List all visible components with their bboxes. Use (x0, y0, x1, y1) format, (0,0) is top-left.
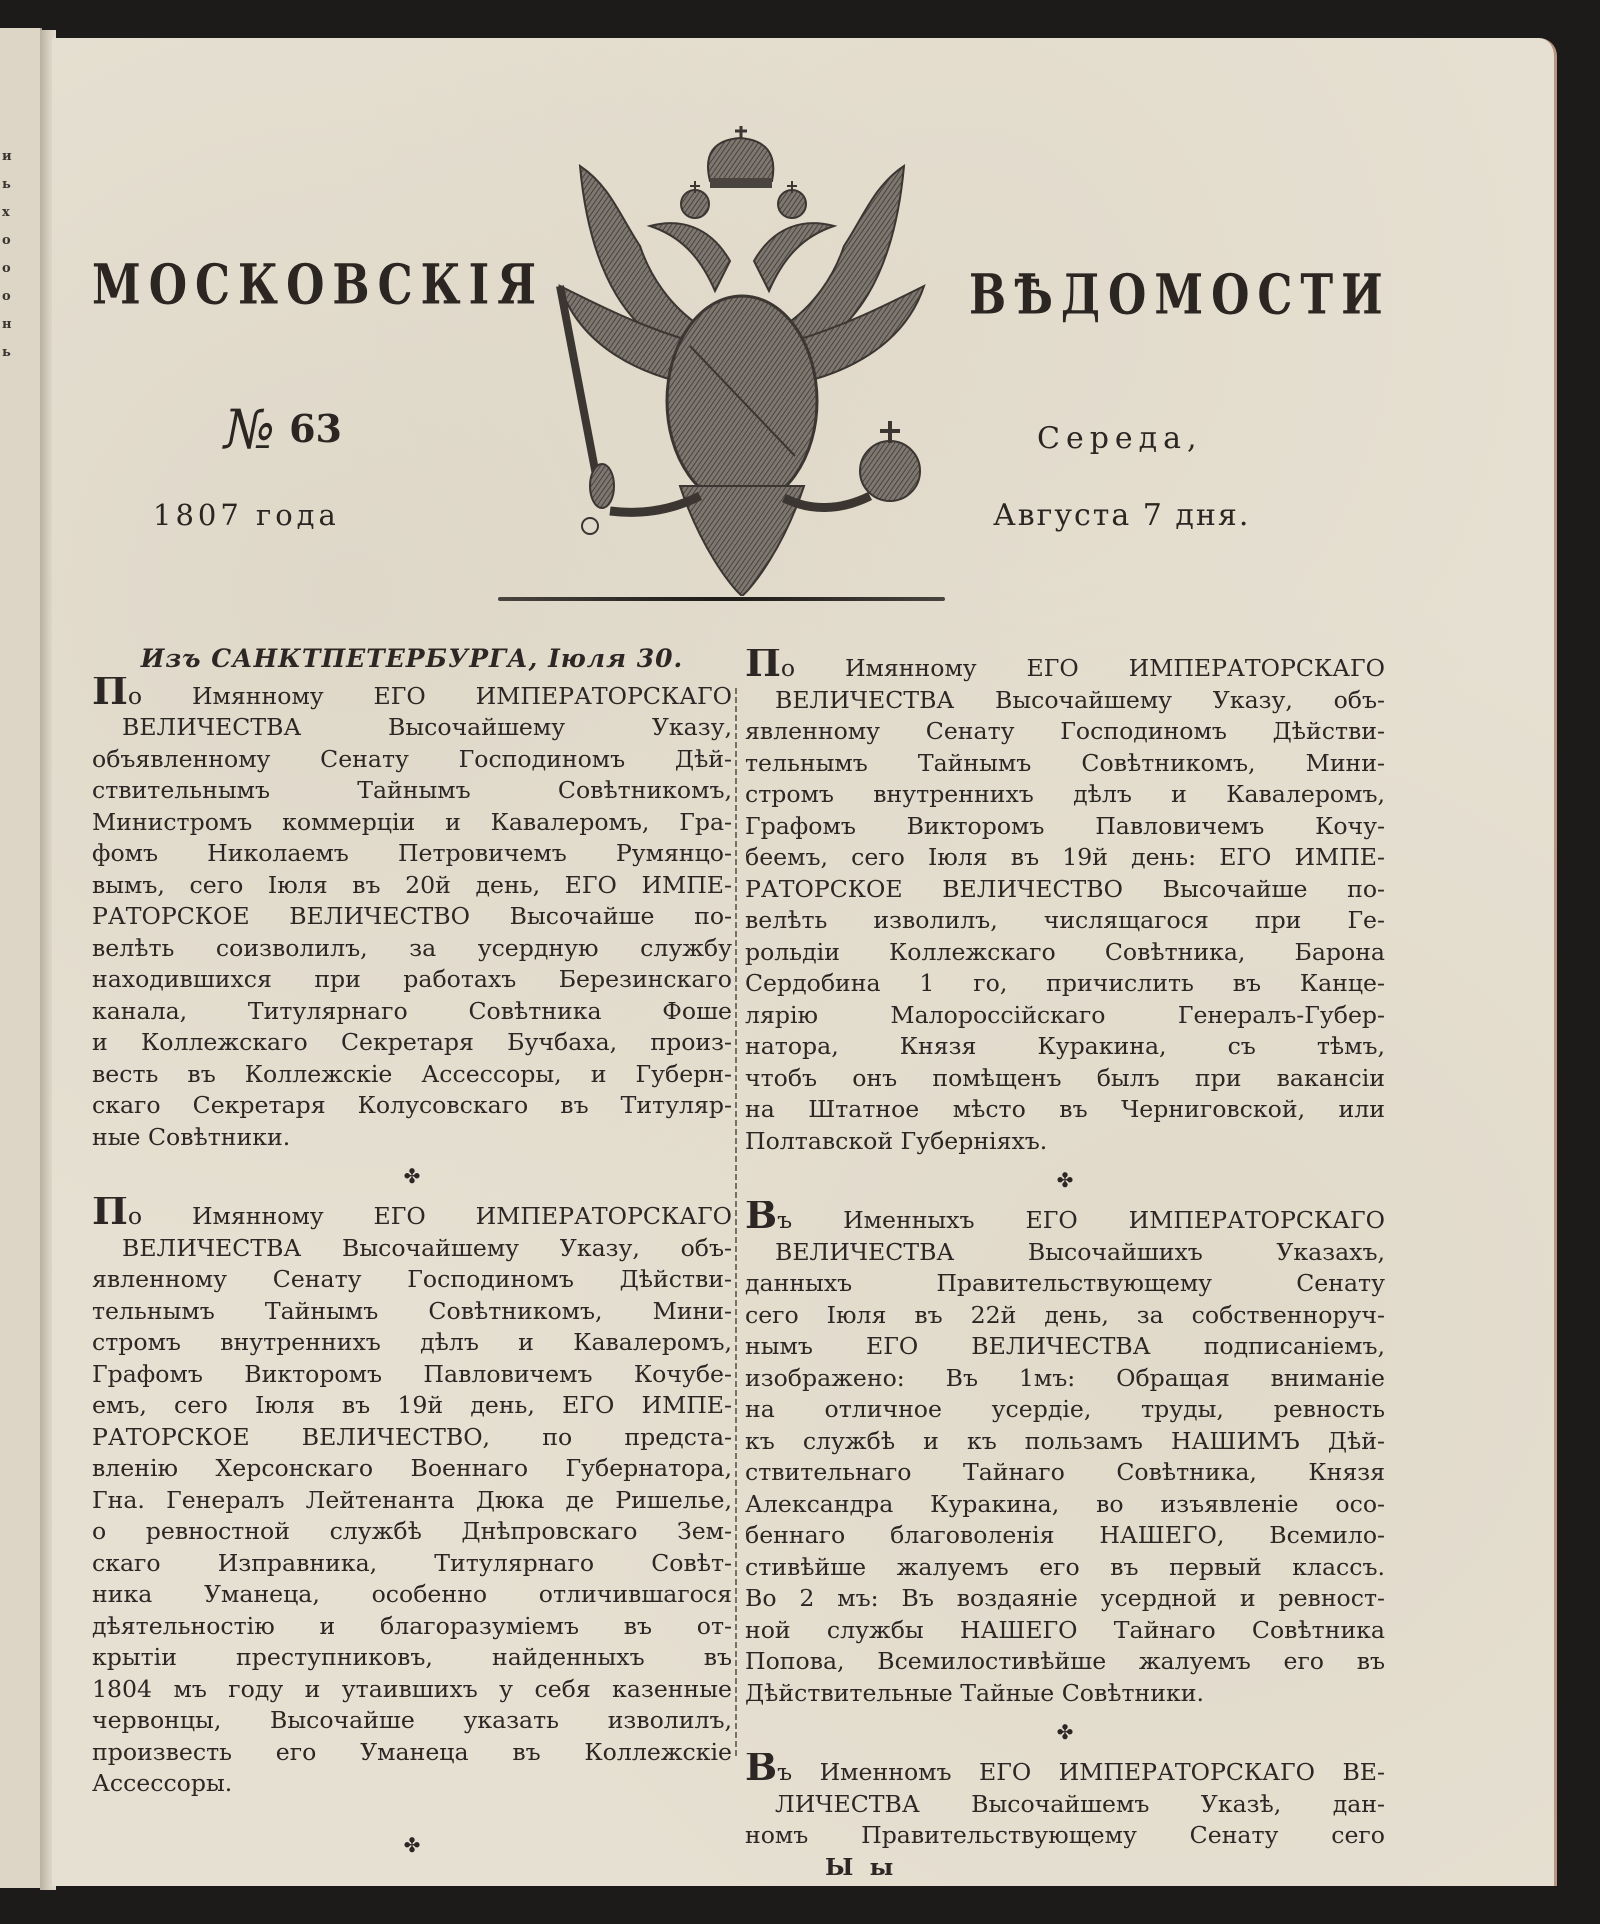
edge-letter: н (2, 317, 12, 332)
masthead-title-right: ВѢДОМОСТИ (969, 263, 1391, 328)
article (745, 1201, 1385, 1709)
article-line: Графомъ Викторомъ Павловичемъ Кочубе- (92, 1359, 732, 1388)
numero-sign: № (224, 398, 276, 461)
article-line: ъ Именномъ ЕГО ИМПЕРАТОРСКАГО ВЕ- (777, 1758, 1385, 1786)
article-line: велѣть изволилъ, числящагося при Ге- (745, 906, 1385, 934)
edge-letter: о (2, 261, 11, 276)
article-line: сего Іюля въ 22й день, за собственноруч- (745, 1300, 1385, 1329)
edge-letter: о (2, 233, 11, 248)
article-line: ВЕЛИЧЕСТВА Высочайшему Указу, объ- (775, 685, 1385, 714)
fleuron-ornament-icon: ✤ (1056, 1720, 1074, 1744)
edge-letter: и (2, 149, 12, 164)
article-line: Ассессоры. (92, 1769, 233, 1797)
edge-letter: о (2, 289, 11, 304)
article-line: ъ Именныхъ ЕГО ИМПЕРАТОРСКАГО (777, 1206, 1385, 1234)
article-line: Полтавской Губерніяхъ. (745, 1126, 1048, 1155)
article-line: нымъ ЕГО ВЕЛИЧЕСТВА подписаніемъ, (745, 1332, 1385, 1360)
article-line: натора, Князя Куракина, съ тѣмъ, (745, 1032, 1385, 1060)
article-line: крытіи преступниковъ, найденныхъ въ (92, 1643, 732, 1671)
article-line: канала, Титулярнаго Совѣтника Фоше (92, 996, 732, 1025)
article-line: Во 2 мъ: Въ воздаяніе усердной и ревност- (745, 1584, 1385, 1612)
article-line: явленному Сенату Господиномъ Дѣйстви- (92, 1265, 732, 1293)
article-line: стивѣйше жалуемъ его въ первый классъ. (745, 1552, 1385, 1581)
masthead-rule (498, 597, 945, 601)
article-line: дѣятельностію и благоразуміемъ въ от- (92, 1611, 732, 1640)
article-line: о Имянному ЕГО ИМПЕРАТОРСКАГО (127, 1202, 732, 1230)
issue-number-value: 63 (289, 406, 342, 451)
article-line: скаго Секретаря Колусовскаго въ Титуляр- (92, 1091, 732, 1119)
double-headed-eagle-icon (540, 126, 944, 596)
drop-cap: П (745, 649, 781, 685)
dateline: Изъ САНКТПЕТЕРБУРГА, Іюля 30. (140, 644, 684, 673)
article-line: беемъ, сего Іюля въ 19й день: ЕГО ИМПЕ- (745, 843, 1385, 871)
article-line: Гна. Генералъ Лейтенанта Дюка де Ришелье, (92, 1485, 732, 1514)
article-line: Графомъ Викторомъ Павловичемъ Кочу- (745, 811, 1385, 840)
article-line: номъ Правительствующему Сенату сего (745, 1821, 1385, 1849)
article-line: ствительнаго Тайнаго Совѣтника, Князя (745, 1458, 1385, 1486)
article-line: вымъ, сего Іюля въ 20й день, ЕГО ИМПЕ- (92, 870, 732, 899)
article-line: на отличное усердіе, труды, ревность (745, 1395, 1385, 1423)
article (745, 649, 1385, 1157)
column-left (92, 643, 732, 1866)
article-line: емъ, сего Іюля въ 19й день, ЕГО ИМПЕ- (92, 1391, 732, 1419)
article-line: о Имянному ЕГО ИМПЕРАТОРСКАГО (780, 654, 1385, 682)
article-line: произвесть его Уманеца въ Коллежскіе (92, 1737, 732, 1766)
article-line: РАТОРСКОЕ ВЕЛИЧЕСТВО, по предста- (92, 1422, 732, 1451)
article-line: тельнымъ Тайнымъ Совѣтникомъ, Мини- (745, 748, 1385, 777)
article-line: червонцы, Высочайше указать изволилъ, (92, 1706, 732, 1734)
article-line: Александра Куракина, во изъявленіе осо- (745, 1489, 1385, 1518)
column-divider (735, 688, 737, 1758)
article (745, 1753, 1385, 1852)
article-line: находившихся при работахъ Березинскаго (92, 965, 732, 993)
newspaper-page (52, 38, 1557, 1886)
drop-cap: П (92, 1197, 128, 1233)
article-line: данныхъ Правительствующему Сенату (745, 1269, 1385, 1297)
article-line: Министромъ коммерціи и Кавалеромъ, Гра- (92, 807, 732, 836)
article-line: весть въ Коллежскіе Ассессоры, и Губерн- (92, 1059, 732, 1088)
drop-cap: В (745, 1201, 778, 1237)
article-line: тельнымъ Тайнымъ Совѣтникомъ, Мини- (92, 1296, 732, 1325)
article-line: РАТОРСКОЕ ВЕЛИЧЕСТВО Высочайше по- (745, 874, 1385, 903)
article-line: стромъ внутреннихъ дѣлъ и Кавалеромъ, (92, 1328, 732, 1356)
article-line: ника Уманеца, особенно отличившагося (92, 1580, 732, 1608)
catchword: Ы ы (825, 1852, 898, 1881)
article-line: Попова, Всемилостивѣйше жалуемъ его въ (745, 1647, 1385, 1675)
article-line: къ службѣ и къ пользамъ НАШИМЪ Дѣй- (745, 1426, 1385, 1455)
weekday: Середа, (1037, 421, 1203, 456)
article-line: ВЕЛИЧЕСТВА Высочайшему Указу, (122, 713, 732, 741)
article-line: Дѣйствительные Тайные Совѣтники. (745, 1678, 1204, 1707)
article-line: явленному Сенату Господиномъ Дѣйстви- (745, 717, 1385, 745)
article-line: ВЕЛИЧЕСТВА Высочайшихъ Указахъ, (775, 1237, 1385, 1266)
article-line: и Коллежскаго Секретаря Бучбаха, произ- (92, 1028, 732, 1056)
article-line: чтобъ онъ помѣщенъ былъ при вакансіи (745, 1063, 1385, 1092)
issue-number (224, 398, 342, 461)
article-line: РАТОРСКОЕ ВЕЛИЧЕСТВО Высочайше по- (92, 902, 732, 930)
article-line: лярію Малороссійскаго Генералъ-Губер- (745, 1000, 1385, 1029)
article-line: 1804 мъ году и утаившихъ у себя казенные (92, 1674, 732, 1703)
article-line: изображено: Въ 1мъ: Обращая вниманіе (745, 1363, 1385, 1392)
article-line: ные Совѣтники. (92, 1122, 291, 1151)
fleuron-ornament-icon: ✤ (403, 1832, 421, 1857)
article-line: ЛИЧЕСТВА Высочайшемъ Указѣ, дан- (775, 1789, 1385, 1818)
article-line: ВЕЛИЧЕСТВА Высочайшему Указу, объ- (122, 1233, 732, 1262)
article (92, 677, 732, 1154)
article-line: стромъ внутреннихъ дѣлъ и Кавалеромъ, (745, 780, 1385, 808)
drop-cap: П (92, 676, 128, 712)
edge-letter: ь (2, 345, 11, 360)
article (92, 1197, 732, 1800)
adjacent-page-edge (0, 28, 42, 1888)
adjacent-page-letters (2, 143, 12, 367)
article-line: ной службы НАШЕГО Тайнаго Совѣтника (745, 1615, 1385, 1644)
edge-letter: ь (2, 177, 11, 192)
issue-date: Августа 7 дня. (993, 498, 1251, 533)
article-line: о ревностной службѣ Днѣпровскаго Зем- (92, 1517, 732, 1545)
article-line: скаго Изправника, Титулярнаго Совѣт- (92, 1548, 732, 1577)
column-right (745, 649, 1385, 1883)
article-line: велѣть соизволилъ, за усердную службу (92, 933, 732, 962)
edge-letter: х (2, 205, 10, 220)
masthead-title-left: МОСКОВСКІЯ (92, 253, 545, 318)
article-line: рольдіи Коллежскаго Совѣтника, Барона (745, 937, 1385, 966)
fleuron-ornament-icon: ✤ (1056, 1168, 1074, 1192)
article-line: на Штатное мѣсто въ Черниговской, или (745, 1095, 1385, 1123)
article-line: вленію Херсонскаго Военнаго Губернатора, (92, 1454, 732, 1482)
article-line: беннаго благоволенія НАШЕГО, Всемило- (745, 1521, 1385, 1549)
article-line: о Имянному ЕГО ИМПЕРАТОРСКАГО (127, 681, 732, 710)
drop-cap: В (745, 1753, 778, 1789)
article-line: объявленному Сенату Господиномъ Дѣй- (92, 744, 732, 773)
fleuron-ornament-icon: ✤ (403, 1164, 421, 1188)
article-line: фомъ Николаемъ Петровичемъ Румянцо- (92, 839, 732, 867)
article-line: Сердобина 1 го, причислить въ Канце- (745, 969, 1385, 997)
issue-year: 1807 года (153, 498, 340, 532)
article-line: ствительнымъ Тайнымъ Совѣтникомъ, (92, 776, 732, 804)
